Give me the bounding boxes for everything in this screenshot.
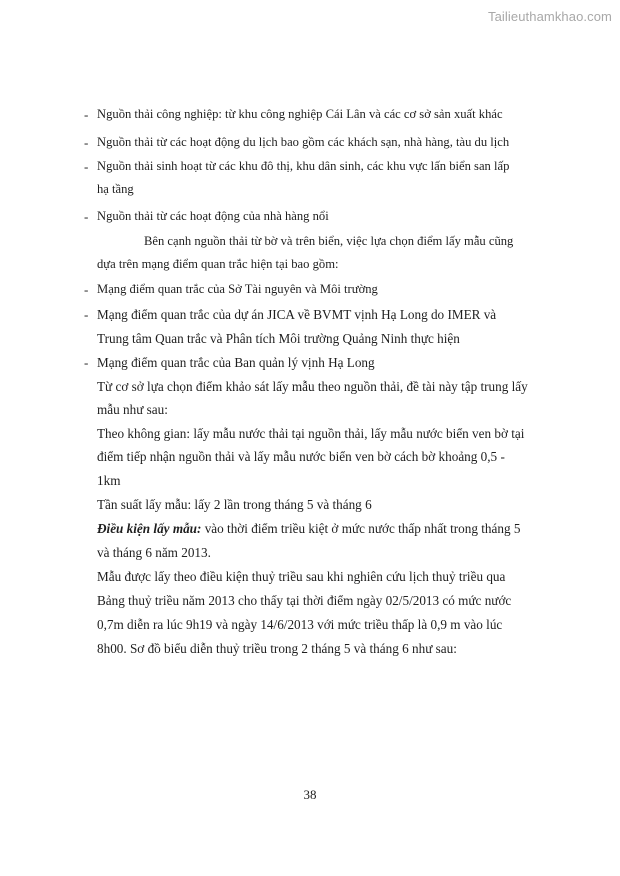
- list-item: Mạng điểm quan trắc của dự án JICA về BVMT vịnh Hạ Long do IMER và: [97, 307, 497, 322]
- paragraph-line: Bên cạnh nguồn thải từ bờ và trên biển, việc lựa chọn điểm lấy mẫu cũng: [144, 234, 514, 248]
- body-line: Theo không gian: lấy mẫu nước thải tại nguồn thải, lấy mẫu nước biển ven bờ tại: [97, 426, 525, 441]
- paragraph-line: dựa trên mạng điểm quan trắc hiện tại bao gồm:: [97, 257, 339, 271]
- list-item: Nguồn thải sinh hoạt từ các khu đô thị, khu dân sinh, các khu vực lấn biển san lấp: [97, 159, 510, 173]
- conditions-label: Điều kiện lấy mẫu:: [97, 521, 202, 536]
- list-item: Mạng điểm quan trắc của Sở Tài nguyên và Môi trường: [97, 282, 378, 296]
- list-item: Nguồn thải công nghiệp: từ khu công nghiệp Cái Lân và các cơ sở sản xuất khác: [97, 107, 503, 121]
- bullet-dash: -: [84, 307, 89, 322]
- body-line: Tần suất lấy mẫu: lấy 2 lần trong tháng 5 và tháng 6: [97, 497, 372, 512]
- body-line: mẫu như sau:: [97, 402, 168, 417]
- body-line: điểm tiếp nhận nguồn thải và lấy mẫu nước biển ven bờ cách bờ khoảng 0,5 -: [97, 449, 505, 464]
- body-line: 8h00. Sơ đồ biểu diễn thuỷ triều trong 2 tháng 5 và tháng 6 như sau:: [97, 641, 457, 656]
- page-number: 38: [303, 787, 317, 802]
- body-line: Bảng thuỷ triều năm 2013 cho thấy tại thời điểm ngày 02/5/2013 có mức nước: [97, 593, 512, 608]
- conditions-text: vào thời điểm triều kiệt ở mức nước thấp nhất trong tháng 5: [204, 521, 521, 536]
- body-line: Từ cơ sở lựa chọn điểm khảo sát lấy mẫu theo nguồn thải, đề tài này tập trung lấy: [97, 379, 528, 394]
- body-line: 0,7m diễn ra lúc 9h19 và ngày 14/6/2013 với mức triều thấp là 0,9 m vào lúc: [97, 617, 503, 632]
- list-item: Mạng điểm quan trắc của Ban quản lý vịnh Hạ Long: [97, 355, 375, 370]
- bullet-dash: -: [84, 282, 89, 297]
- bullet-dash: -: [84, 159, 89, 174]
- body-line: 1km: [97, 473, 121, 488]
- body-line-conditions: [97, 520, 520, 537]
- bullet-dash: -: [84, 209, 89, 224]
- body-line: Mẫu được lấy theo điều kiện thuỷ triều sau khi nghiên cứu lịch thuỷ triều qua: [97, 569, 506, 584]
- body-line: và tháng 6 năm 2013.: [97, 545, 211, 560]
- list-item-continuation: Trung tâm Quan trắc và Phân tích Môi trường Quảng Ninh thực hiện: [97, 331, 460, 346]
- list-item-continuation: hạ tầng: [97, 182, 134, 196]
- bullet-dash: -: [84, 355, 89, 370]
- list-item: Nguồn thải từ các hoạt động của nhà hàng nổi: [97, 209, 329, 223]
- list-item: Nguồn thải từ các hoạt động du lịch bao gồm các khách sạn, nhà hàng, tàu du lịch: [97, 135, 510, 149]
- watermark-text: Tailieuthamkhao.com: [487, 9, 612, 24]
- bullet-dash: -: [84, 135, 89, 150]
- bullet-dash: -: [84, 107, 89, 122]
